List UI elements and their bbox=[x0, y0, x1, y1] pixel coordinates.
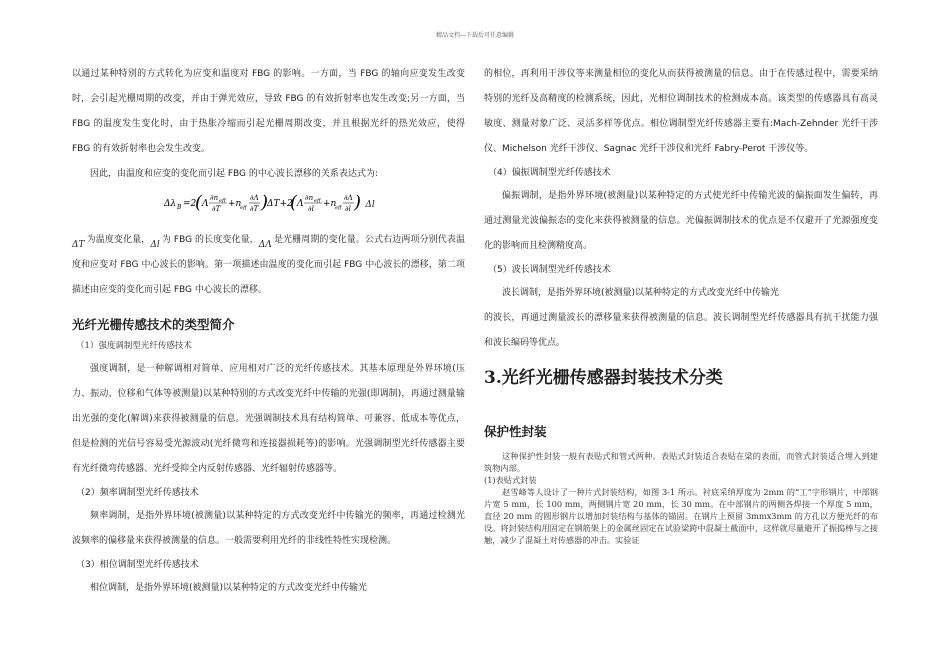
section-heading: 光纤光栅传感技术的类型简介 bbox=[72, 317, 235, 332]
svg-text:Λ: Λ bbox=[202, 199, 209, 209]
svg-text:Δλ: Δλ bbox=[164, 199, 177, 209]
subsection-title: （3）相位调制型光纤传感技术 bbox=[76, 560, 199, 570]
svg-text:∂l: ∂l bbox=[308, 205, 315, 213]
svg-text:(: ( bbox=[195, 192, 203, 213]
svg-text:Λ: Λ bbox=[297, 199, 304, 209]
paragraph: 强度调制，是一种解调相对简单、应用相对广泛的光纤传感技术。其基本原理是外界环境(压力、振动、位移和气体等被测量)以某种特别的方式改变光纤中传输的光强(即调制)，再通过测量输出光强的变化(解调)来获得被测量的信息。光强调制技术具有结构简单、可兼容、低成本等优点，但是检测的光信号容易受光源波动(光纤微弯和连接器损耗等)的影响。光强调制型光纤传感器主要有光纤微弯传感器、光纤受抑全内反射传感器、光纤辐射传感器等。 bbox=[72, 364, 465, 474]
svg-text:eff: eff bbox=[240, 205, 247, 211]
paragraph: 频率调制，是指外界环境(被测量)以某种特定的方式改变光纤中传输光的频率，再通过检测光波频率的偏移量来获得被测量的信息。一般需要利用光纤的非线性特性实现检测。 bbox=[72, 511, 465, 546]
svg-text:(: ( bbox=[290, 192, 298, 213]
svg-text:∂T: ∂T bbox=[250, 205, 259, 213]
svg-text:∂Λ: ∂Λ bbox=[250, 194, 259, 202]
svg-text:): ) bbox=[261, 192, 269, 213]
svg-text:eff: eff bbox=[314, 198, 321, 204]
paragraph: 波长调制，是指外界环境(被测量)以某种特定的方式改变光纤中传输光 bbox=[502, 288, 780, 298]
svg-text:ΔT+2: ΔT+2 bbox=[267, 199, 293, 209]
paragraph: 偏振调制，是指外界环境(被测量)以某种特定的方式使光纤中传输光波的偏振面发生偏转，再通过测量光波偏振态的变化来获得被测量的信息。光偏振调制技术的优点是不仅避开了光源强度变化的影响而且检测精度高。 bbox=[484, 191, 878, 251]
svg-text:eff: eff bbox=[219, 198, 226, 204]
paragraph: 的相位，再利用干涉仪等来测量相位的变化从而获得被测量的信息。由于在传感过程中，需要采纳特别的光纤及高精度的检测系统，因此，光相位调制技术的检测成本高。该类型的传感器具有高灵敏度、测量对象广泛、灵活多样等优点。相位调制型光纤传感器主要有:Mach-Zehnder 光纤干涉仪、Michelson 光纤干涉仪、Sagnac 光纤干涉仪和光纤 Fabry-Perot 干涉仪等。 bbox=[484, 69, 878, 154]
delta-l-symbol: Δl bbox=[150, 240, 160, 250]
svg-text:∂Λ: ∂Λ bbox=[344, 194, 353, 202]
svg-text:∂T: ∂T bbox=[212, 205, 221, 213]
wavelength-shift-formula: Δλ B =2 ( Λ ∂n eff ∂T +n eff ∂Λ ∂T ) ΔT+2 ( Λ ∂n eff ∂l +n eff ∂Λ ∂l ) Δl bbox=[72, 189, 465, 226]
svg-text:=2: =2 bbox=[183, 199, 197, 209]
delta-t-symbol: ΔT bbox=[72, 240, 85, 250]
subsection-title: (1)表贴式封装 bbox=[484, 475, 537, 485]
svg-text:∂l: ∂l bbox=[345, 205, 352, 213]
left-column bbox=[72, 62, 465, 601]
svg-text:): ) bbox=[354, 192, 362, 213]
section-heading: 保护性封装 bbox=[484, 424, 547, 439]
right-column bbox=[484, 62, 878, 546]
svg-text:eff: eff bbox=[335, 205, 342, 211]
chapter-heading: 3.光纤光栅传感器封装技术分类 bbox=[484, 368, 723, 388]
formula-graphic bbox=[162, 189, 362, 215]
paragraph: 的波长，再通过测量波长的漂移量来获得被测量的信息。波长调制型光纤传感器具有抗干扰能力强和波长编码等优点。 bbox=[484, 313, 878, 348]
subsection-title: （1）强度调制型光纤传感技术 bbox=[76, 341, 192, 351]
paragraph: ΔT 为温度变化量，Δl 为 FBG 的长度变化量，ΔΛ 是光栅周期的变化量。公式右边两项分别代表温度和应变对 FBG 中心波长的影响。第一项描述由温度的变化而引起 FBG 中心波长的漂移，第二项描述由应变的变化而引起 FBG 中心波长的漂移。 bbox=[72, 235, 465, 295]
subsection-title: （4）偏振调制型光纤传感技术 bbox=[488, 168, 611, 178]
subsection-title: （2）频率调制型光纤传感技术 bbox=[76, 488, 199, 498]
page-header: 精品文档---下载后可任意编辑 bbox=[435, 32, 515, 39]
paragraph: 因此，由温度和应变的变化而引起 FBG 的中心波长漂移的关系表达式为: bbox=[90, 169, 378, 179]
paragraph: 这种保护性封装一般有表贴式和管式两种。表贴式封装适合表贴在梁的表面，而管式封装适合埋入到建筑物内部。 bbox=[484, 451, 878, 473]
paragraph: 以通过某种特别的方式转化为应变和温度对 FBG 的影响。一方面，当 FBG 的轴向应变发生改变时，会引起光栅周期的改变，并由于弹光效应，导致 FBG 的有效折射率也发生改变;另一方面，当 FBG 的温度发生变化时，由于热胀冷缩而引起光栅周期改变，并且根据光纤的热光效应，使得 FBG 的有效折射率也会发生改变。 bbox=[72, 69, 465, 154]
paragraph: 相位调制，是指外界环境(被测量)以某种特定的方式改变光纤中传输光 bbox=[90, 583, 368, 593]
svg-text:+n: +n bbox=[228, 199, 242, 209]
svg-text:B: B bbox=[177, 204, 182, 211]
subsection-title: （5）波长调制型光纤传感技术 bbox=[488, 265, 611, 275]
paragraph: 赵雪峰等人设计了一种片式封装结构，如图 3-1 所示。衬底采纳厚度为 2mm 的“工”字形钢片，中部钢片宽 5 mm，长 100 mm，两侧钢片宽 20 mm，长 30 mm。在中部钢片的两侧各焊接一个厚度 5 mm，直径 20 mm 的圆形钢片以增加封装结构与基体的锚固。在钢片上预留 3mmx3mm 的方孔以方便光纤的布设。将封装结构用固定在钢筋架上的金属丝固定在试验梁跨中混凝土截面中，这样就尽量避开了振捣棒与之接触，减少了混凝土对传感器的冲击。实验证 bbox=[484, 487, 878, 545]
svg-text:∂n: ∂n bbox=[305, 194, 314, 202]
svg-text:+n: +n bbox=[323, 199, 337, 209]
svg-text:∂n: ∂n bbox=[210, 194, 219, 202]
delta-lambda-symbol: ΔΛ bbox=[258, 240, 272, 250]
